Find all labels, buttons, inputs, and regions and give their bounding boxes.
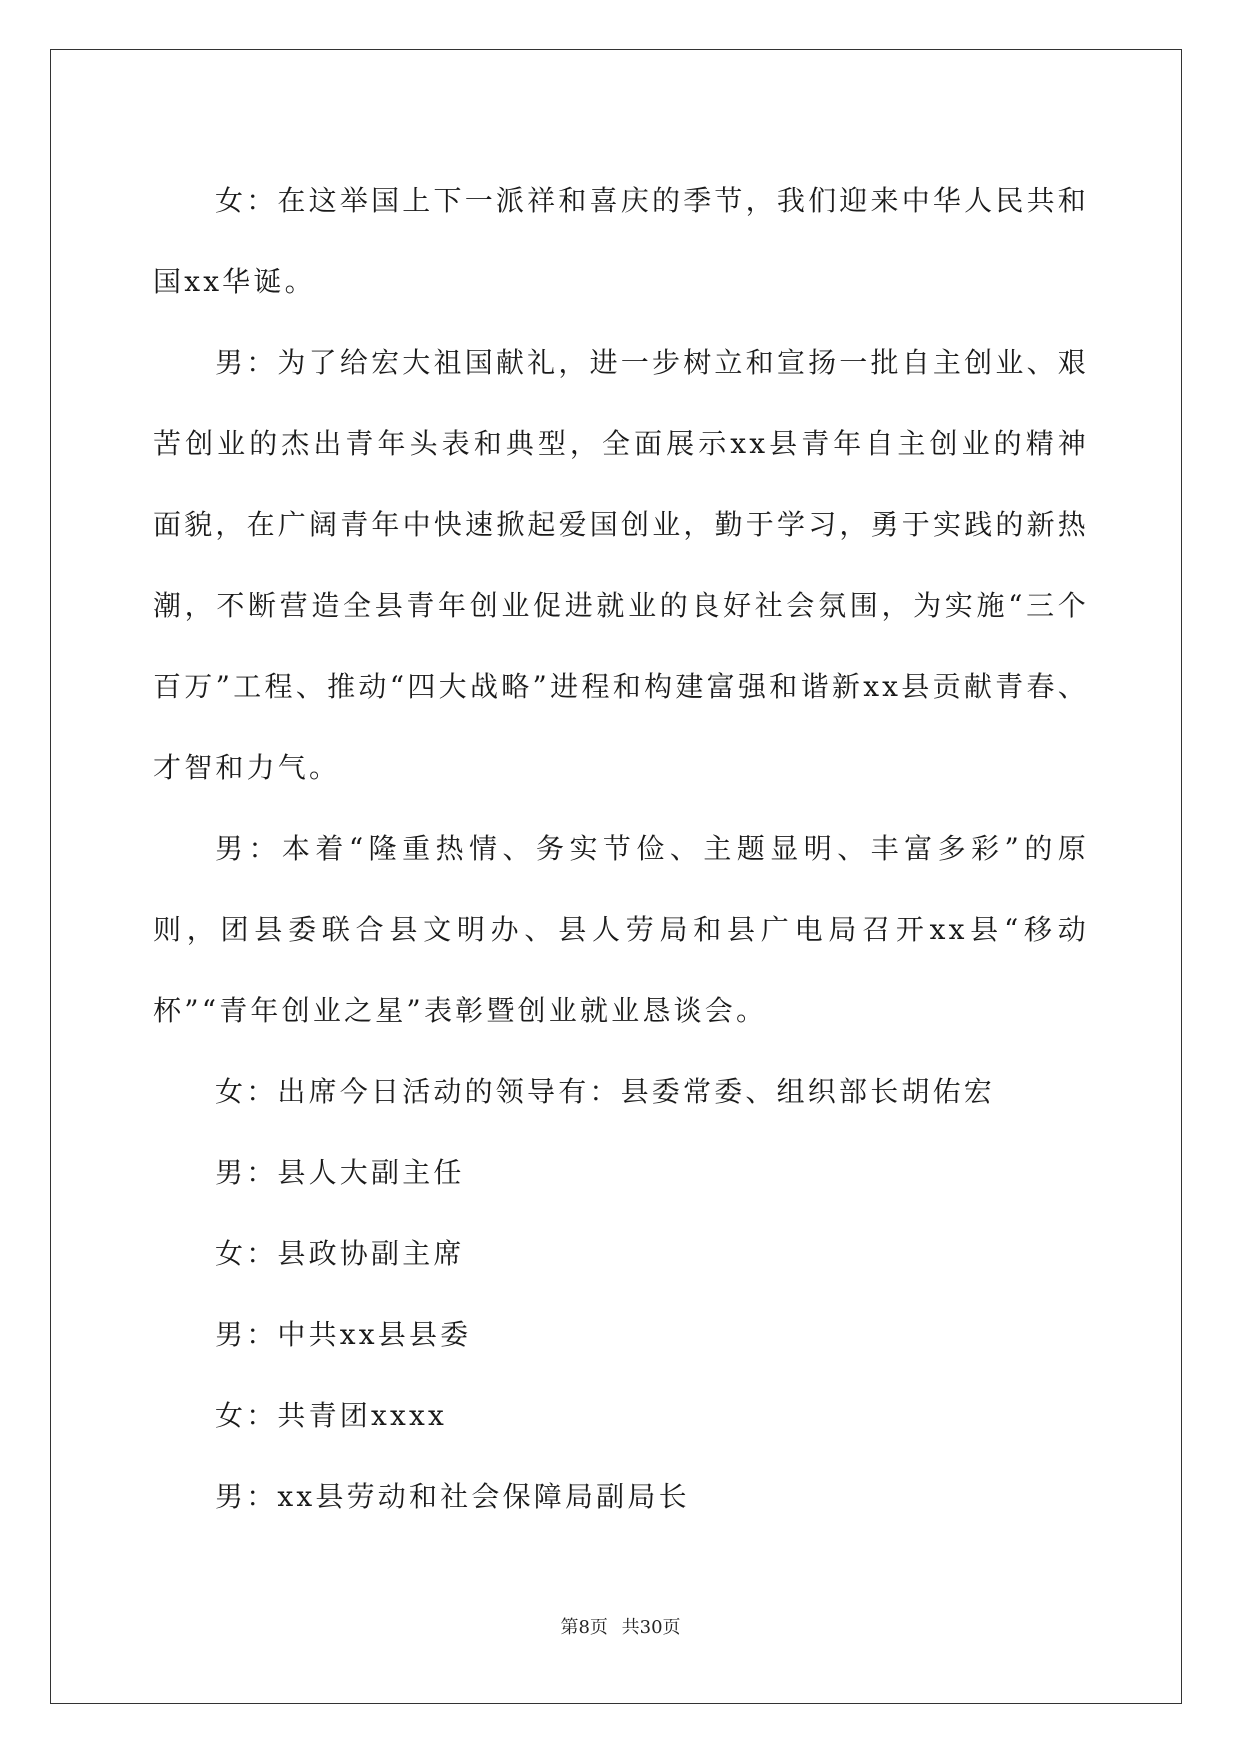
paragraph: 女：共青团xxxx (215, 1399, 447, 1432)
paragraph: 女：出席今日活动的领导有：县委常委、组织部长胡佑宏 (215, 1075, 996, 1108)
paragraph: 女：在这举国上下一派祥和喜庆的季节，我们迎来中华人民共和国xx华诞。 (153, 184, 1089, 298)
paragraph: 男：为了给宏大祖国献礼，进一步树立和宣扬一批自主创业、艰苦创业的杰出青年头表和典型，全面展示xx县青年自主创业的精神面貌，在广阔青年中快速掀起爱国创业，勤于学习，勇于实践的新热潮，不断营造全县青年创业促进就业的良好社会氛围，为实施“三个百万”工程、推动“四大战略”进程和构建富强和谐新xx县贡献青春、才智和力气。 (153, 346, 1090, 784)
page-number: 第8页 (560, 1617, 608, 1638)
paragraph: 男：中共xx县县委 (215, 1318, 472, 1351)
paragraph: 女：县政协副主席 (215, 1237, 465, 1270)
paragraph: 男：县人大副主任 (215, 1156, 465, 1189)
page-total: 共30页 (621, 1617, 681, 1638)
document-body (153, 160, 1089, 1537)
paragraph: 男：xx县劳动和社会保障局副局长 (215, 1480, 690, 1513)
paragraph: 男：本着“隆重热情、务实节俭、主题显明、丰富多彩”的原则，团县委联合县文明办、县人劳局和县广电局召开xx县“移动杯”“青年创业之星”表彰暨创业就业恳谈会。 (153, 832, 1089, 1027)
page-footer (0, 1616, 1241, 1640)
